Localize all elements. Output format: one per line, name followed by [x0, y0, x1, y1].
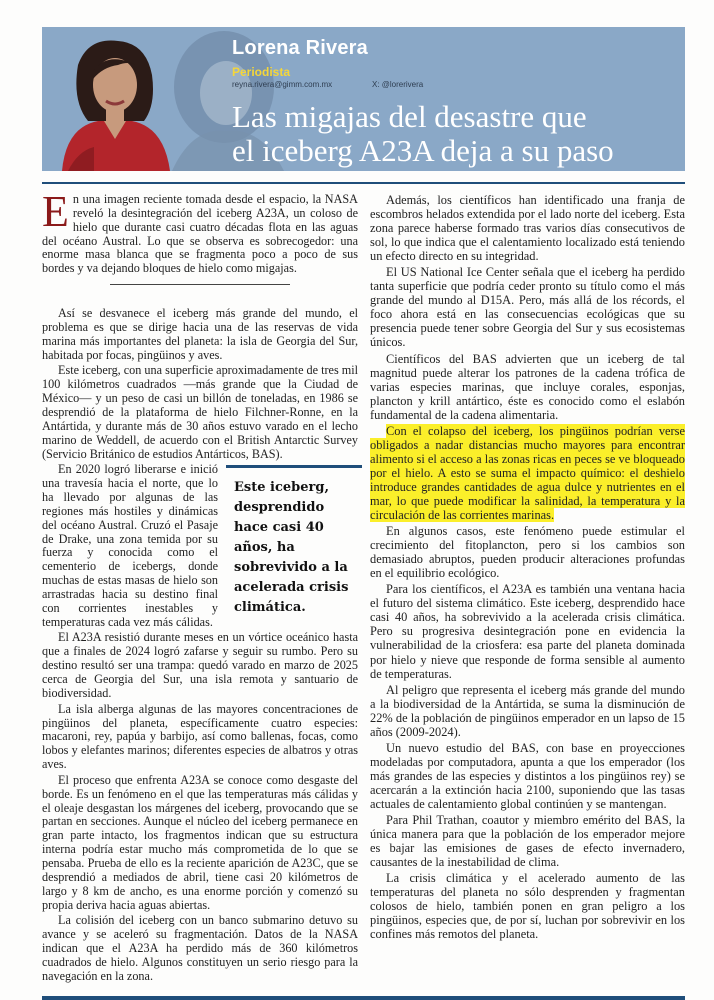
- paragraph-highlighted: [370, 424, 685, 522]
- paragraph: El proceso que enfrenta A23A se conoce como desgaste del borde. Es un fenómeno en el que las temperaturas más cálidas y el oleaje desgastan los márgenes del iceberg, provocando que se partan en secciones. Aunque el núcleo del iceberg permanece en gran parte intacto, los fragmentos indican que su estructura interna podría estar mucho más comprometida de lo que se pensaba. Prueba de ello es la reciente aparición de A23C, que se desprendió a mediados de abril, tiene casi 20 kilómetros de largo y 8 km de ancho, es una enorme porción y comenzó su propia deriva hacia aguas abiertas.: [42, 772, 358, 912]
- column-header: [42, 27, 685, 171]
- paragraph: La isla alberga algunas de las mayores concentraciones de pingüinos del planeta, específicamente cuatro especies: macaroni, rey, papúa y barbijo, así como ballenas, focas, como lobos y elefantes marinos; diferentes especies de albatros y otras aves.: [42, 701, 358, 772]
- top-rule: [42, 182, 685, 184]
- paragraph: El US National Ice Center señala que el iceberg ha perdido tanta superficie que podría ceder pronto su título como el más grande del mundo al D15A. Pero, más allá de los récords, el foco ahora está en las consecuencias ecológicas que su presencia puede tener sobre Georgia del Sur y sus ecosistemas únicos.: [370, 265, 685, 350]
- pull-quote: Este iceberg, desprendido hace casi 40 años, ha sobrevivido a la acelerada crisis climática.: [226, 465, 362, 622]
- author-email: reyna.rivera@gimm.com.mx: [232, 80, 333, 89]
- right-column: [370, 193, 685, 943]
- author-role: Periodista: [232, 65, 291, 79]
- separator-rule: [110, 284, 290, 285]
- paragraph: Para los científicos, el A23A es también una ventana hacia el futuro del sistema climático. Este iceberg, desprendido hace casi 40 años, ha sobrevivido a la acelerada crisis climática. Pero su progresiva desintegración pone en evidencia la vulnerabilidad de la criosfera: esa parte del planeta dominada por hielo y nieve que responde de forma sensible al aumento de temperaturas.: [370, 582, 685, 681]
- bottom-rule: [42, 996, 685, 1000]
- author-x-handle: X: @lorerivera: [372, 80, 424, 89]
- paragraph: Este iceberg, desprendido hace casi 40 años, ha sobrevivido a la acelerada crisis climática. En 2020 logró liberarse e inició una travesía hacia el norte, que lo ha llevado por algunas de las regiones más hostiles y dinámicas del océano Austral. Cruzó el Pasaje de Drake, una zona temida por su fuerza y conocida como el cementerio de icebergs, donde muchas de estas masas de hielo son arrastradas hacia su destino final con corrientes inestables y temperaturas cada vez más cálidas.: [42, 463, 358, 629]
- paragraph: Este iceberg, con una superficie aproximadamente de tres mil 100 kilómetros cuadrados —más grande que la Ciudad de México— y un peso de casi un billón de toneladas, en 1986 se desprendió de la plataforma de hielo Filchner-Ronne, en la Antártida, y durante más de 30 años estuvo varado en el lecho marino de Weddell, de acuerdo con el British Antarctic Survey (Servicio Británico de estudios Antárticos, BAS).: [42, 363, 358, 461]
- headline-line-1: Las migajas del desastre que: [232, 99, 587, 134]
- headline-line-2: el iceberg A23A deja a su paso: [232, 133, 614, 168]
- author-name: Lorena Rivera: [232, 37, 368, 59]
- paragraph: Además, los científicos han identificado una franja de escombros helados extendida por el lado norte del iceberg. Esta zona parece haberse formado tras varios días consecutivos de sol, lo que indica que el calentamiento localizado está teniendo un efecto directo en su integridad.: [370, 193, 685, 264]
- author-portrait-photo: [48, 35, 178, 171]
- paragraph: Para Phil Trathan, coautor y miembro emérito del BAS, la única manera para que la población de los emperador mejore es bajar las emisiones de gases de efecto invernadero, causantes de la inestabilidad de clima.: [370, 813, 685, 870]
- paragraph: Un nuevo estudio del BAS, con base en proyecciones modeladas por computadora, apunta a que los emperador (los más grandes de las especies y distintos a los pingüinos rey) se acercarán a la extinción hacia 2100, suponiendo que las tasas actuales de calentamiento global continúen y se mantengan.: [370, 740, 685, 811]
- paragraph: Al peligro que representa el iceberg más grande del mundo a la biodiversidad de la Antártida, se suma la disminución de 22% de la población de pingüinos emperador en un lapso de 15 años (2009-2024).: [370, 682, 685, 739]
- headline: [232, 100, 682, 168]
- drop-cap: E: [42, 187, 69, 236]
- left-column: [42, 187, 358, 986]
- paragraph: El A23A resistió durante meses en un vórtice oceánico hasta que a finales de 2024 logró zafarse y seguir su rumbo. Pero su destino resultó ser una trampa: quedó varado en marzo de 2025 cerca de Georgia del Sur, una isla remota y santuario de biodiversidad.: [42, 630, 358, 700]
- paragraph: En una imagen reciente tomada desde el espacio, la NASA reveló la desintegración del iceberg A23A, un coloso de hielo que durante casi cuatro décadas flota en las aguas del océano Austral. Lo que se observa es sobrecogedor: una enorme masa blanca que se fragmenta poco a poco de sus bordes y va dejando bloques de hielo como migajas.: [42, 187, 358, 276]
- paragraph: Científicos del BAS advierten que un iceberg de tal magnitud puede alterar los patrones de la cadena trófica de varias especies marinas, que incluye corales, esponjas, plancton y krill antártico, éste es conocido como el eslabón fundamental de la cadena alimentaria.: [370, 351, 685, 422]
- paragraph: En algunos casos, este fenómeno puede estimular el crecimiento del fitoplancton, pero si los cambios son demasiado abruptos, pueden producir alteraciones profundas en el equilibrio ecológico.: [370, 524, 685, 581]
- paragraph: Así se desvanece el iceberg más grande del mundo, el problema es que se dirige hacia una de las reservas de vida marina más importantes del planeta: la isla de Georgia del Sur, habitada por focas, pingüinos y aves.: [42, 306, 358, 362]
- paragraph: La crisis climática y el acelerado aumento de las temperaturas del planeta no sólo desprenden y fragmentan colosos de hielo, también ponen en gran peligro a los pingüinos, especies que, de por sí, luchan por sobrevivir en los confines más remotos del planeta.: [370, 871, 685, 942]
- paragraph: La colisión del iceberg con un banco submarino detuvo su avance y se aceleró su fragmentación. Datos de la NASA indican que el A23A ha perdido más de 360 kilómetros cuadrados de hielo. Algunos constituyen un serio riesgo para la navegación en la zona.: [42, 913, 358, 983]
- highlighted-text: Con el colapso del iceberg, los pingüinos podrían verse obligados a nadar distancias mucho mayores para encontrar alimento si el acceso a las zonas ricas en peces se ve bloqueado por el hielo. A esto se suma el impacto químico: el deshielo introduce grandes cantidades de agua dulce y nutrientes en el mar, lo que puede modificar la salinidad, la temperatura y la circulación de las corrientes marinas.: [370, 423, 685, 523]
